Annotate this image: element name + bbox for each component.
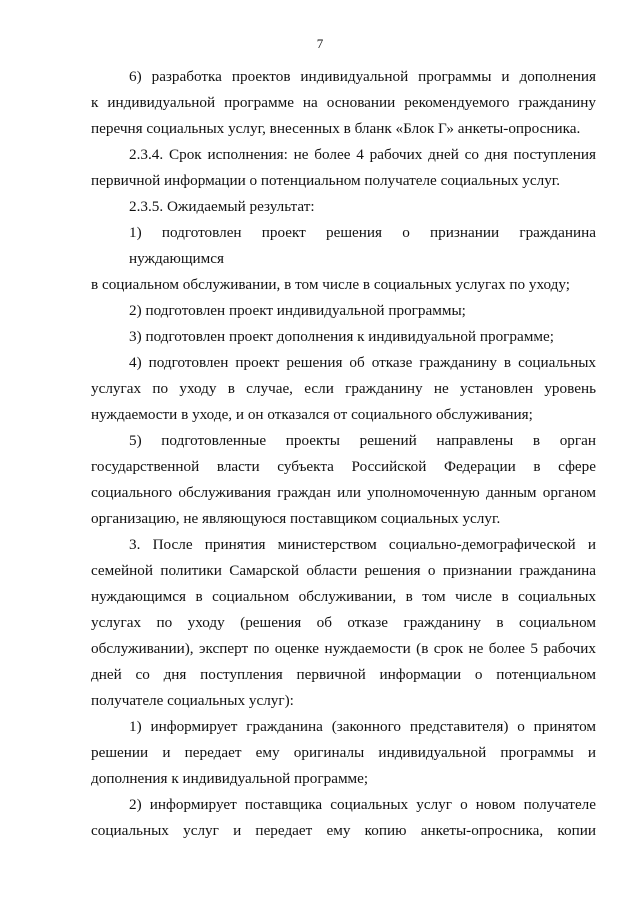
text-line: в социальном обслуживании, в том числе в социальных услугах по уходу; [91, 276, 571, 293]
text-line: государственной власти субъекта Российской Федерации в сфере [91, 458, 596, 475]
text-line: 5) подготовленные проекты решений направлены в орган [129, 432, 596, 449]
paragraph [91, 142, 596, 194]
paragraph [91, 792, 596, 844]
text-line: решении и передает ему оригиналы индивидуальной программы и [91, 744, 596, 761]
text-line: к индивидуальной программе на основании рекомендуемого гражданину [91, 94, 596, 111]
text-line: 2.3.4. Срок исполнения: не более 4 рабочих дней со дня поступления [129, 146, 596, 163]
text-line: первичной информации о потенциальном получателе социальных услуг. [91, 172, 561, 189]
text-line: 6) разработка проектов индивидуальной программы и дополнения [129, 68, 596, 85]
text-line: 4) подготовлен проект решения об отказе гражданину в социальных [129, 354, 596, 371]
text-line: семейной политики Самарской области решения о признании гражданина [91, 562, 596, 579]
document-body [91, 64, 596, 844]
text-line: 3) подготовлен проект дополнения к индивидуальной программе; [129, 328, 554, 345]
text-line: дней со дня поступления первичной информации о потенциальном [91, 666, 596, 683]
text-line: 2.3.5. Ожидаемый результат: [129, 198, 315, 215]
text-line: нуждающимся в социальном обслуживании, в том числе в социальных [91, 588, 596, 605]
text-line: 3. После принятия министерством социально-демографической и [129, 536, 596, 553]
paragraph [91, 714, 596, 792]
text-line: социальных услуг и передает ему копию анкеты-опросника, копии [91, 822, 596, 839]
page-number: 7 [316, 36, 324, 51]
text-line: 1) подготовлен проект решения о признании гражданина нуждающимся [129, 224, 596, 267]
text-line: социального обслуживания граждан или уполномоченную данным органом [91, 484, 596, 501]
text-line: получателе социальных услуг): [91, 692, 294, 709]
paragraph [91, 64, 596, 142]
paragraph [91, 532, 596, 714]
text-line: 2) информирует поставщика социальных услуг о новом получателе [129, 796, 596, 813]
text-line: 2) подготовлен проект индивидуальной программы; [129, 302, 466, 319]
text-line: услугах по уходу в случае, если гражданину не установлен уровень [91, 380, 596, 397]
paragraph [91, 194, 596, 220]
text-line: услугах по уходу (решения об отказе гражданину в социальном [91, 614, 596, 631]
paragraph [91, 298, 596, 324]
paragraph [91, 350, 596, 428]
text-line: дополнения к индивидуальной программе; [91, 770, 369, 787]
text-line: перечня социальных услуг, внесенных в бланк «Блок Г» анкеты-опросника. [91, 120, 581, 137]
paragraph [91, 220, 596, 298]
text-line: организацию, не являющуюся поставщиком социальных услуг. [91, 510, 501, 527]
text-line: обслуживании), эксперт по оценке нуждаемости (в срок не более 5 рабочих [91, 640, 596, 657]
text-line: нуждаемости в уходе, и он отказался от социального обслуживания; [91, 406, 533, 423]
paragraph [91, 324, 596, 350]
text-line: 1) информирует гражданина (законного представителя) о принятом [129, 718, 596, 735]
paragraph [91, 428, 596, 532]
